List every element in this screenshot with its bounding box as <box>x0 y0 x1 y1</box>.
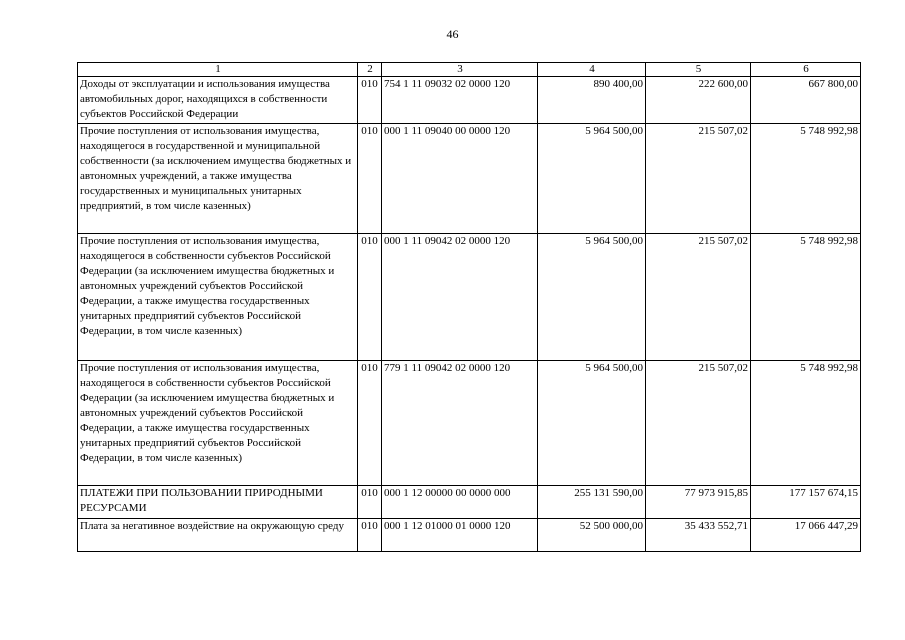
row-name: Прочие поступления от использования имущества, находящегося в государственной и муниципальной собственности (за исключением имущества бюджетных и автономных учреждений, а также имущества государственных и муниципальных унитарных предприятий, в том числе казенных) <box>80 125 352 212</box>
row-col5: 215 507,02 <box>646 124 751 234</box>
row-name: Прочие поступления от использования имущества, находящегося в собственности субъектов Российской Федерации (за исключением имущества бюджетных и автономных учреждений субъектов Российской Федерации, а также имущества государственных унитарных предприятий субъектов Российской Федерации, в том числе казенных) <box>80 362 335 464</box>
row-col4: 52 500 000,00 <box>538 519 646 552</box>
column-header: 2 <box>358 63 382 77</box>
row-kbk: 779 1 11 09042 02 0000 120 <box>382 361 538 486</box>
table-header-row <box>78 63 861 77</box>
page-number: 46 <box>446 27 459 41</box>
column-header: 3 <box>382 63 538 77</box>
row-name: ПЛАТЕЖИ ПРИ ПОЛЬЗОВАНИИ ПРИРОДНЫМИ РЕСУРСАМИ <box>78 486 358 519</box>
row-kbk: 000 1 12 01000 01 0000 120 <box>382 519 538 552</box>
row-col5: 35 433 552,71 <box>646 519 751 552</box>
row-col5: 222 600,00 <box>646 77 751 124</box>
column-header: 5 <box>646 63 751 77</box>
table-row <box>78 519 861 552</box>
row-name-cell <box>78 234 358 361</box>
row-code: 010 <box>358 361 382 486</box>
column-header: 6 <box>751 63 861 77</box>
row-name: Доходы от эксплуатации и использования имущества автомобильных дорог, находящихся в собственности субъектов Российской Федерации <box>78 77 358 124</box>
table-row <box>78 486 861 519</box>
table-row <box>78 77 861 124</box>
table-row <box>78 361 861 486</box>
row-col5: 77 973 915,85 <box>646 486 751 519</box>
row-col6: 5 748 992,98 <box>751 361 861 486</box>
row-code: 010 <box>358 234 382 361</box>
row-col5: 215 507,02 <box>646 361 751 486</box>
row-kbk: 754 1 11 09032 02 0000 120 <box>382 77 538 124</box>
row-code: 010 <box>358 124 382 234</box>
revenue-table <box>77 62 861 552</box>
row-col4: 5 964 500,00 <box>538 124 646 234</box>
row-name-cell <box>78 361 358 486</box>
table-row <box>78 124 861 234</box>
row-name-cell <box>78 124 358 234</box>
column-header: 1 <box>78 63 358 77</box>
table-row <box>78 234 861 361</box>
row-kbk: 000 1 11 09040 00 0000 120 <box>382 124 538 234</box>
row-code: 010 <box>358 486 382 519</box>
row-name: Плата за негативное воздействие на окружающую среду <box>78 519 358 552</box>
row-col6: 17 066 447,29 <box>751 519 861 552</box>
row-col4: 5 964 500,00 <box>538 361 646 486</box>
row-col5: 215 507,02 <box>646 234 751 361</box>
row-col4: 255 131 590,00 <box>538 486 646 519</box>
row-kbk: 000 1 12 00000 00 0000 000 <box>382 486 538 519</box>
row-col6: 5 748 992,98 <box>751 124 861 234</box>
column-header: 4 <box>538 63 646 77</box>
row-name: Прочие поступления от использования имущества, находящегося в собственности субъектов Российской Федерации (за исключением имущества бюджетных и автономных учреждений субъектов Российской Федерации, а также имущества государственных унитарных предприятий субъектов Российской Федерации, в том числе казенных) <box>80 235 335 337</box>
row-col6: 667 800,00 <box>751 77 861 124</box>
row-code: 010 <box>358 519 382 552</box>
row-code: 010 <box>358 77 382 124</box>
row-col4: 5 964 500,00 <box>538 234 646 361</box>
row-col6: 177 157 674,15 <box>751 486 861 519</box>
row-col6: 5 748 992,98 <box>751 234 861 361</box>
row-kbk: 000 1 11 09042 02 0000 120 <box>382 234 538 361</box>
row-col4: 890 400,00 <box>538 77 646 124</box>
